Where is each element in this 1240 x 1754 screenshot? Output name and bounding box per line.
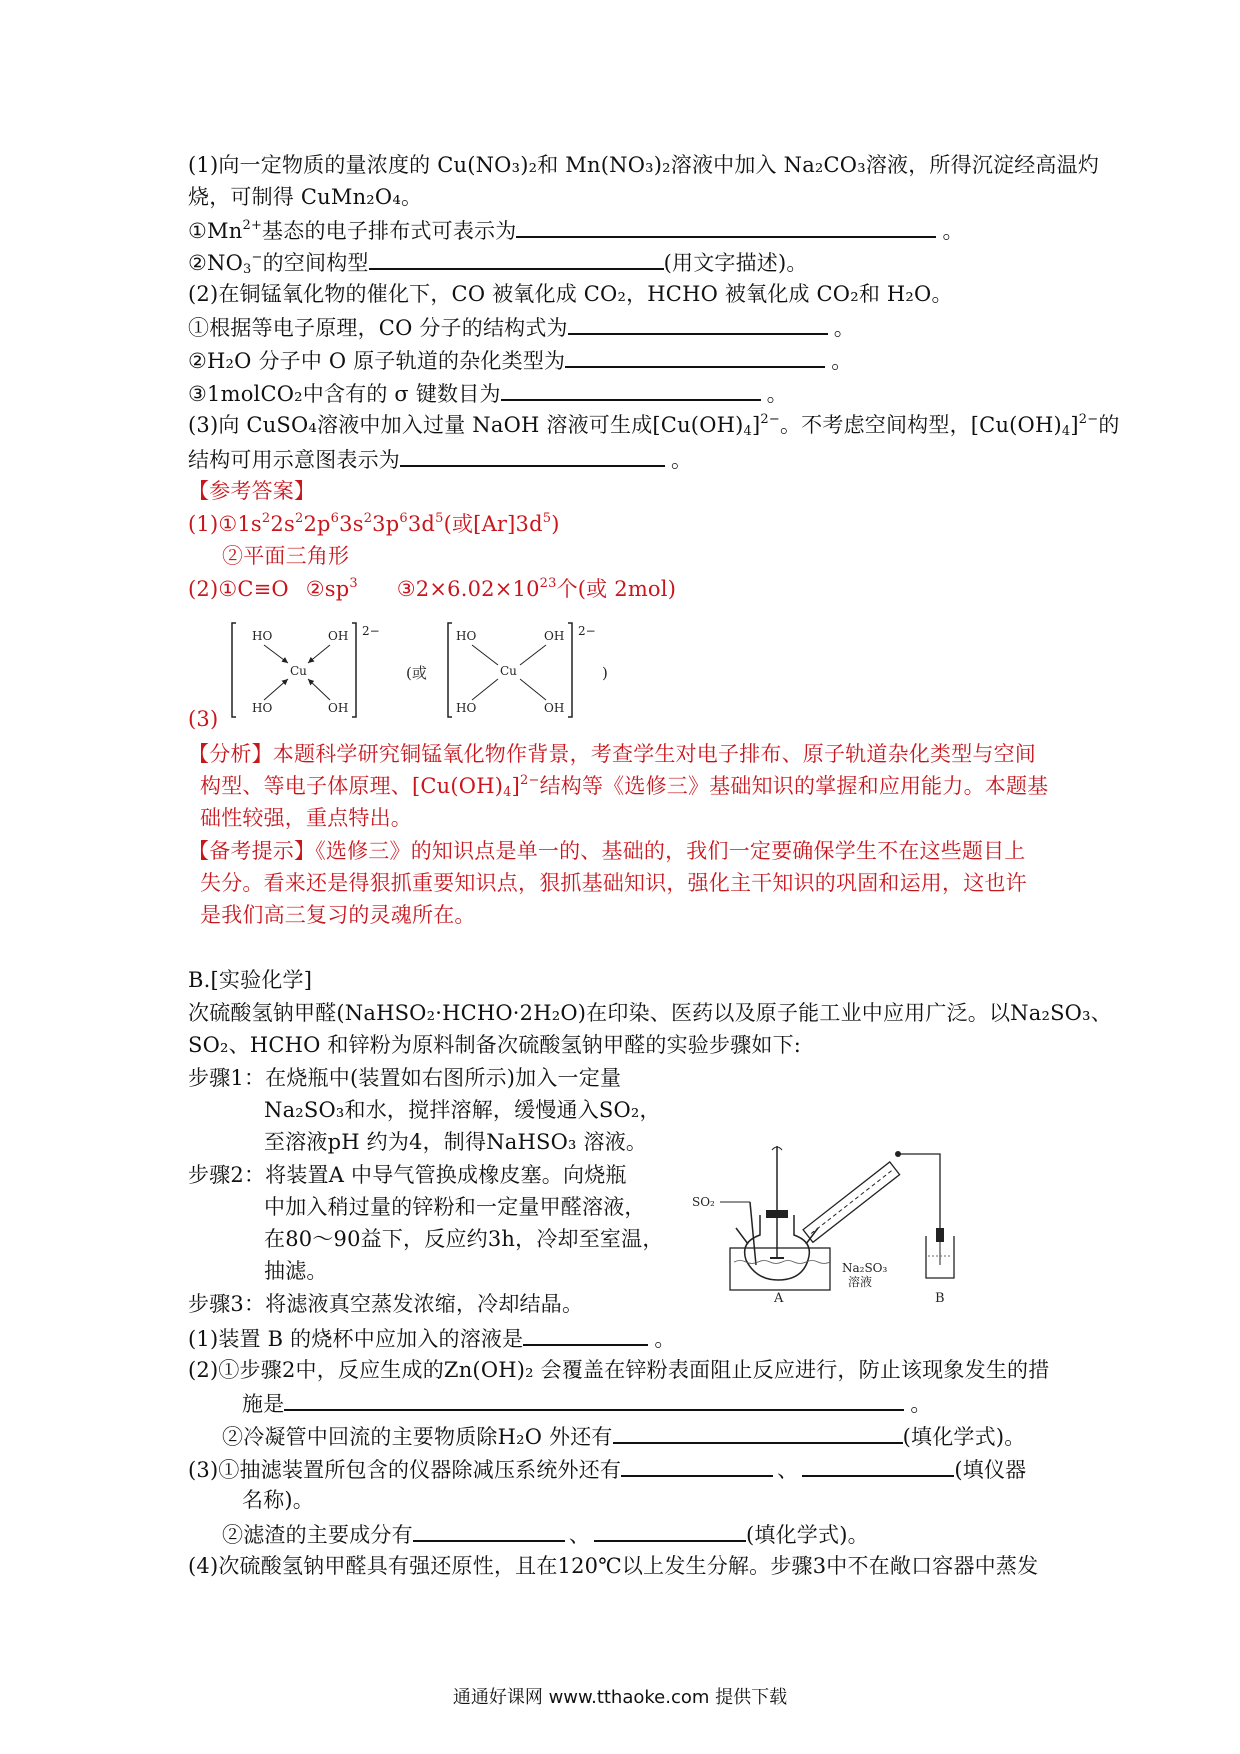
a2-d: 个(或 2mol) xyxy=(556,577,677,601)
analysis-l2-a: 构型、等电子体原理、[Cu(OH) xyxy=(200,774,504,798)
analysis-l2-b: ] xyxy=(511,774,520,798)
b-q1-text: (1)装置 B 的烧杯中应加入的溶液是 xyxy=(188,1327,524,1351)
or-open: (或 xyxy=(406,664,427,682)
separator: 、 xyxy=(568,1523,591,1547)
q2-b-text: ②H₂O 分子中 O 原子轨道的杂化类型为 xyxy=(188,349,566,373)
b-q4: (4)次硫酸氢钠甲醛具有强还原性，且在120℃以上发生分解。步骤3中不在敞口容器中蒸发 xyxy=(188,1554,1039,1578)
step2-line4: 抽滤。 xyxy=(264,1259,328,1283)
answer-blank[interactable] xyxy=(400,443,665,467)
analysis-line3: 础性较强，重点特出。 xyxy=(200,806,412,830)
a2-b: ②sp xyxy=(305,577,350,601)
ho-label: HO xyxy=(456,629,477,643)
ho-label: HO xyxy=(456,701,477,715)
cu-label: Cu xyxy=(290,664,307,678)
answers-title: 【参考答案】 xyxy=(188,479,316,503)
b-q3-l1-text: (3)①抽滤装置所包含的仪器除减压系统外还有 xyxy=(188,1458,622,1482)
b-q3-line1 xyxy=(188,1453,1026,1485)
q2-intro: (2)在铜锰氧化物的催化下，CO 被氧化成 CO₂，HCHO 被氧化成 CO₂和 H₂O。 xyxy=(188,282,953,306)
end-mark: 。 xyxy=(831,349,853,373)
so2-label: SO₂ xyxy=(692,1195,715,1209)
b-q2-b-end: (填化学式)。 xyxy=(902,1425,1026,1449)
oh-label: OH xyxy=(328,629,349,643)
answer-3-label: (3) xyxy=(188,707,219,731)
q3-l1-c: 。不考虑空间构型，[Cu(OH) xyxy=(779,413,1062,437)
answer-blank[interactable] xyxy=(621,1453,773,1477)
a1-close: ) xyxy=(551,512,560,536)
answer-blank[interactable] xyxy=(565,344,825,368)
page-footer: 通通好课网 www.tthaoke.com 提供下载 xyxy=(452,1687,788,1708)
condenser xyxy=(803,1162,900,1242)
step3: 步骤3：将滤液真空蒸发浓缩，冷却结晶。 xyxy=(188,1292,584,1316)
answer-blank[interactable] xyxy=(613,1420,903,1444)
ho-label: HO xyxy=(252,629,273,643)
q3-line2 xyxy=(188,443,692,475)
step1-line2: Na₂SO₃和水，搅拌溶解，缓慢通入SO₂， xyxy=(264,1098,661,1122)
b-q3-b xyxy=(222,1518,869,1550)
q1-a-end: 。 xyxy=(942,219,964,243)
q2-sub-a xyxy=(188,311,855,343)
b-q3-l1-end: (填仪器 xyxy=(954,1458,1027,1482)
analysis-line2 xyxy=(200,771,1048,801)
answer-blank[interactable] xyxy=(369,246,664,270)
a2-c: ③2×6.02×10 xyxy=(396,577,540,601)
step1-line3: 至溶液pH 约为4，制得NaHSO₃ 溶液。 xyxy=(264,1130,648,1154)
end-mark: 。 xyxy=(910,1392,932,1416)
answer-blank[interactable] xyxy=(568,311,828,335)
answer-blank[interactable] xyxy=(516,214,936,238)
ho-label: HO xyxy=(252,701,273,715)
tip-line2: 失分。看来还是得狠抓重要知识点，狠抓基础知识，强化主干知识的巩固和运用，这也许 xyxy=(200,871,1027,895)
tip-line1: 【备考提示】《选修三》的知识点是单一的、基础的，我们一定要确保学生不在这些题目上 xyxy=(188,839,1026,863)
q2-a-text: ①根据等电子原理，CO 分子的结构式为 xyxy=(188,316,568,340)
charge-label: 2− xyxy=(362,624,380,638)
sup-charge: 2− xyxy=(760,412,780,427)
label-a: A xyxy=(774,1291,784,1306)
q1-b-end: (用文字描述)。 xyxy=(663,251,808,275)
sub-4: 4 xyxy=(503,785,512,800)
q3-l1-b: ] xyxy=(752,413,761,437)
q3-l1-e: 的 xyxy=(1098,413,1120,437)
q1-intro-line2: 烧，可制得 CuMn₂O₄。 xyxy=(188,185,423,209)
answer-1b: ②平面三角形 xyxy=(222,544,350,568)
q3-l1-a: (3)向 CuSO₄溶液中加入过量 NaOH 溶液可生成[Cu(OH) xyxy=(188,413,744,437)
analysis-line1: 【分析】本题科学研究铜锰氧化物作背景，考查学生对电子排布、原子轨道杂化类型与空间 xyxy=(188,742,1036,766)
b-q3-line2: 名称)。 xyxy=(242,1488,314,1512)
cu-oh4-structure-figure xyxy=(230,615,700,725)
structure-arrows xyxy=(232,623,380,717)
end-mark: 。 xyxy=(766,382,788,406)
b-q2-line2 xyxy=(242,1387,932,1419)
answer-blank[interactable] xyxy=(523,1322,648,1346)
answer-blank[interactable] xyxy=(501,377,761,401)
stopper xyxy=(766,1210,788,1218)
answer-blank[interactable] xyxy=(413,1518,565,1542)
solution-label: 溶液 xyxy=(848,1275,873,1289)
q1-a-text: 基态的电子排布式可表示为 xyxy=(262,219,517,243)
oh-label: OH xyxy=(328,701,349,715)
a1-rest: (或[Ar]3d xyxy=(443,512,543,536)
q1-intro-line1: (1)向一定物质的量浓度的 Cu(NO₃)₂和 Mn(NO₃)₂溶液中加入 Na₂CO₃溶液，所得沉淀经高温灼 xyxy=(188,153,1100,177)
q3-l1-d: ] xyxy=(1070,413,1079,437)
step2-line1: 步骤2：将装置A 中导气管换成橡皮塞。向烧瓶 xyxy=(188,1163,627,1187)
na2so3-label: Na₂SO₃ xyxy=(842,1261,888,1275)
apparatus-figure xyxy=(690,1140,970,1310)
b-q3-b-end: (填化学式)。 xyxy=(746,1523,869,1547)
structure-lines xyxy=(448,623,596,717)
oh-label: OH xyxy=(544,629,565,643)
end-mark: 。 xyxy=(671,448,693,472)
part-b-intro-line1: 次硫酸氢钠甲醛(NaHSO₂·HCHO·2H₂O)在印染、医药以及原子能工业中应用广泛。以Na₂SO₃、 xyxy=(188,1001,1112,1025)
b-q2-b-text: ②冷凝管中回流的主要物质除H₂O 外还有 xyxy=(222,1425,613,1449)
b-q2-b xyxy=(222,1420,1025,1452)
b-q3-b-text: ②滤渣的主要成分有 xyxy=(222,1523,413,1547)
q2-sub-c xyxy=(188,377,788,409)
step1-line1: 步骤1：在烧瓶中(装置如右图所示)加入一定量 xyxy=(188,1066,622,1090)
b-q2-line1: (2)①步骤2中，反应生成的Zn(OH)₂ 会覆盖在锌粉表面阻止反应进行，防止该现象发生的措 xyxy=(188,1358,1050,1382)
b-q2-l2-text: 施是 xyxy=(242,1392,285,1416)
q1-b-text: 的空间构型 xyxy=(262,251,369,275)
a1-prefix: (1)①1s xyxy=(188,512,262,536)
analysis-l2-c: 结构等《选修三》基础知识的掌握和应用能力。本题基 xyxy=(539,774,1049,798)
q2-sub-b xyxy=(188,344,852,376)
outlet-tube xyxy=(898,1154,940,1228)
q1-a-sup: 2+ xyxy=(242,218,263,233)
cu-label: Cu xyxy=(500,664,517,678)
q1-a-prefix: ①Mn xyxy=(188,219,243,243)
gas-inlet-tube xyxy=(750,1202,756,1265)
end-mark: 。 xyxy=(833,316,855,340)
step2-line2: 中加入稍过量的锌粉和一定量甲醛溶液， xyxy=(264,1195,646,1219)
or-close: ) xyxy=(602,664,608,682)
q1-sub-a xyxy=(188,214,964,246)
q3-l2-text: 结构可用示意图表示为 xyxy=(188,448,400,472)
q1-b-prefix: ②NO xyxy=(188,251,244,275)
sub-4: 4 xyxy=(1061,424,1071,439)
answer-blank[interactable] xyxy=(594,1518,746,1542)
end-mark: 。 xyxy=(654,1327,676,1351)
q1-b-sub: 3 xyxy=(243,262,252,277)
sup-charge: 2− xyxy=(520,773,540,788)
a2-a: (2)①C≡O xyxy=(188,577,289,601)
answer-2: (2)①C≡O $②sp^3$ $③2\times 6.02\times 10^{23}$个(或 2mol) xyxy=(188,576,677,601)
part-b-intro-line2: SO₂、HCHO 和锌粉为原料制备次硫酸氢钠甲醛的实验步骤如下: xyxy=(188,1033,802,1057)
sub-4: 4 xyxy=(743,424,752,439)
b-q1 xyxy=(188,1322,676,1354)
answer-blank[interactable] xyxy=(284,1387,904,1411)
answer-1a: $(1)①1s^22s^22p^63s^23p^63d^5$(或$[Ar]3d^5$) xyxy=(188,511,560,536)
sup-charge: 2− xyxy=(1078,412,1099,427)
q2-c-text: ③1molCO₂中含有的 σ 键数目为 xyxy=(188,382,501,406)
part-b-heading: B.[实验化学] xyxy=(188,968,313,992)
answer-blank[interactable] xyxy=(802,1453,954,1477)
separator: 、 xyxy=(777,1458,799,1482)
charge-label: 2− xyxy=(578,624,596,638)
step2-line3: 在80～90益下，反应约3h，冷却至室温， xyxy=(264,1227,664,1251)
tip-line3: 是我们高三复习的灵魂所在。 xyxy=(200,903,476,927)
q1-sub-b xyxy=(188,246,808,278)
oh-label: OH xyxy=(544,701,565,715)
q3-line1 xyxy=(188,410,1120,440)
label-b: B xyxy=(935,1291,945,1306)
q1-b-sup: − xyxy=(251,250,263,265)
